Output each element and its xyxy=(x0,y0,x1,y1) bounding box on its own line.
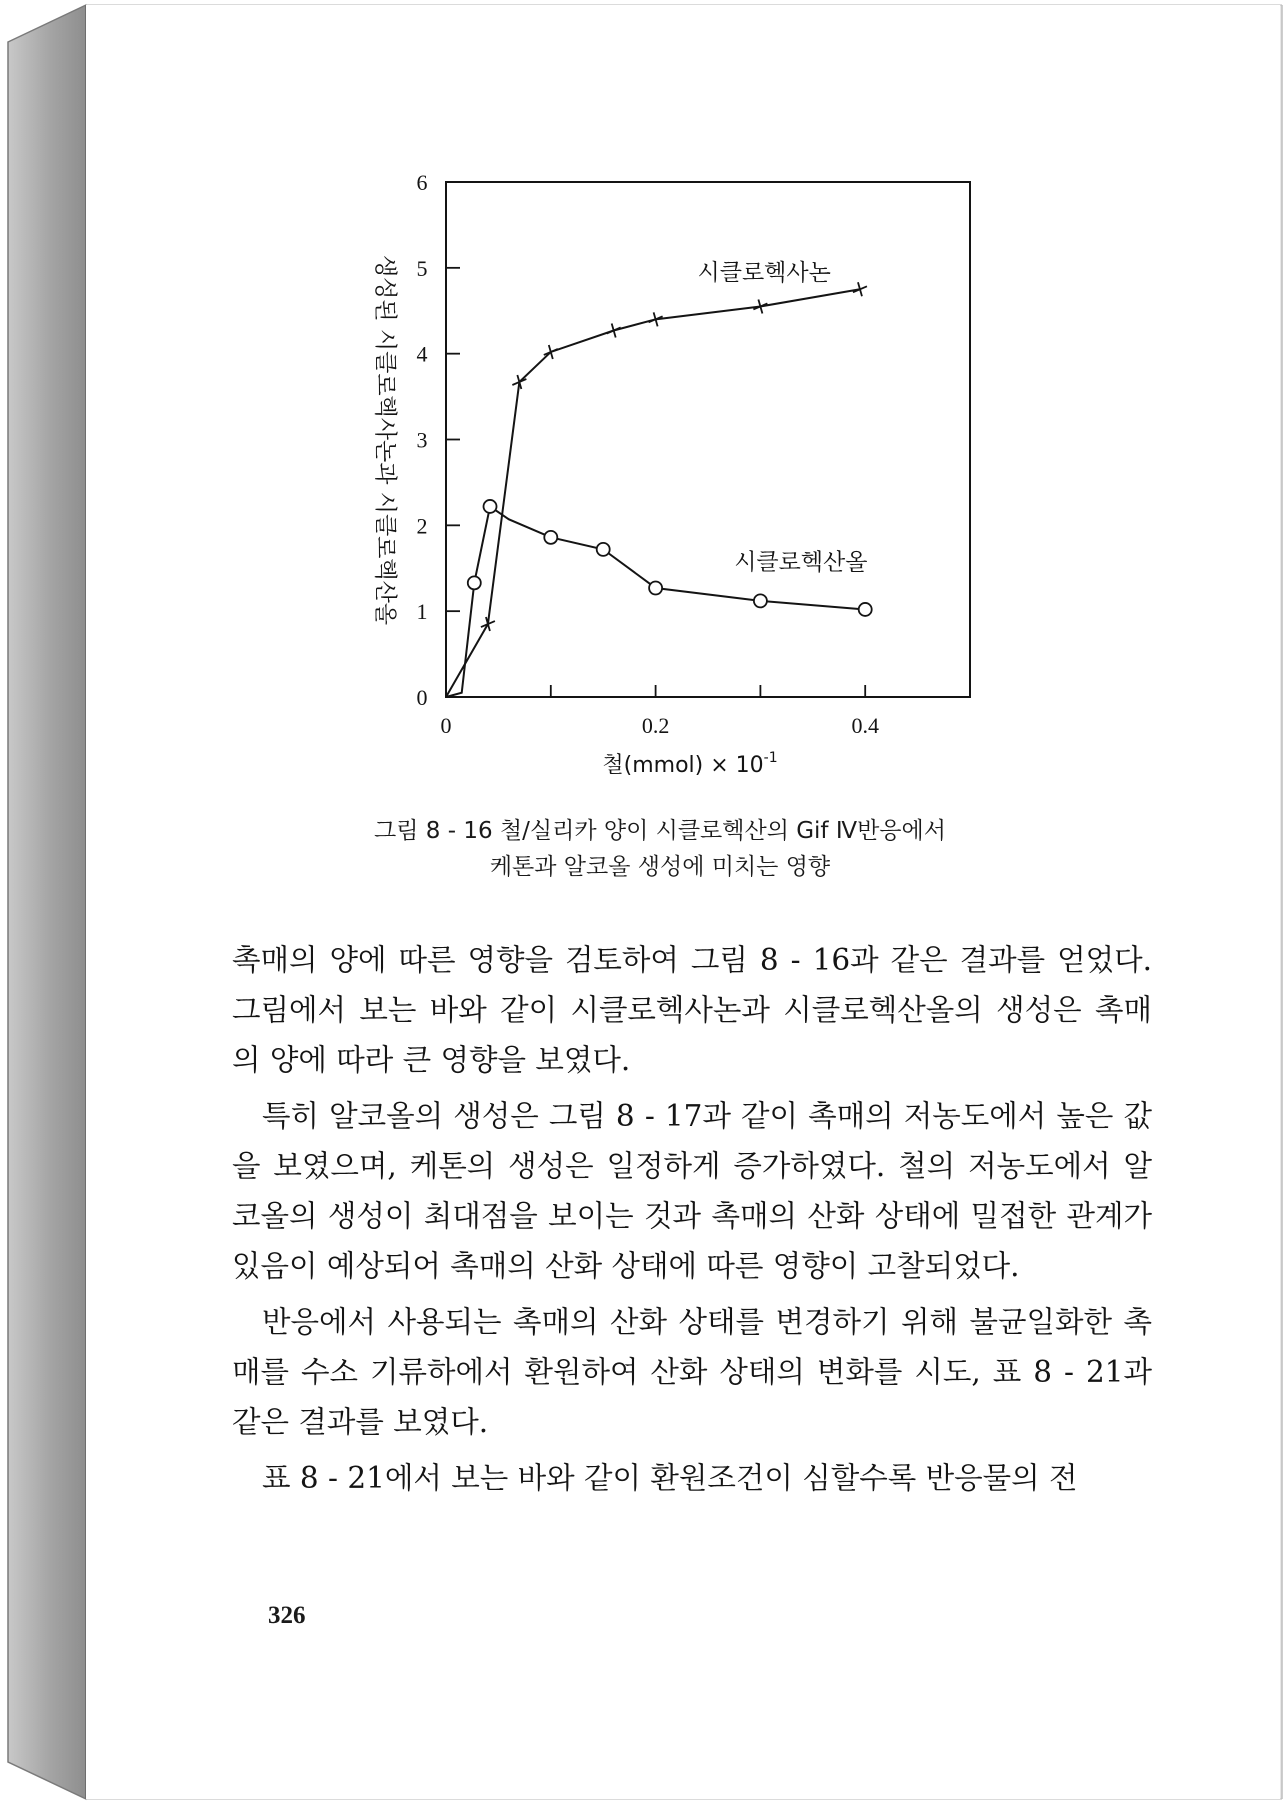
data-point-circle xyxy=(468,576,481,589)
data-point-circle xyxy=(754,594,767,607)
y-tick-label: 4 xyxy=(416,341,428,367)
x-tick-label: 0 xyxy=(440,713,452,738)
x-axis-label: 철(mmol) × $10^{-1}$ xyxy=(602,750,778,778)
data-point-cross xyxy=(607,323,621,337)
y-tick-label: 1 xyxy=(416,599,428,625)
x-tick-label: 0.2 xyxy=(641,713,670,738)
series-line-2 xyxy=(446,506,868,697)
series-label-1: 시클로헥사논 xyxy=(697,260,831,287)
data-point-circle xyxy=(597,543,610,556)
paragraph-2: 특히 알코올의 생성은 그림 8 - 17과 같이 촉매의 저농도에서 높은 값을 보였으며, 케톤의 생성은 일정하게 증가하였다. 철의 저농도에서 알코올의 생성이 최대점을 보이는 것과 촉매의 산화 상태에 밀접한 관계가 있음이 예상되어 촉매의 산화 상태에 따른 영향이 고찰되었다. xyxy=(232,1099,1152,1283)
data-point-circle xyxy=(484,500,497,513)
paragraph-1: 촉매의 양에 따른 영향을 검토하여 그림 8 - 16과 같은 결과를 얻었다. 그림에서 보는 바와 같이 시클로헥사논과 시클로헥산올의 생성은 촉매의 양에 따라 큰 영향을 보였다. xyxy=(232,943,1152,1077)
y-tick-label: 0 xyxy=(416,685,428,710)
data-point-circle xyxy=(544,531,557,544)
data-point-circle xyxy=(649,581,662,594)
x-tick-label: 0.4 xyxy=(851,713,879,738)
page-number: 326 xyxy=(268,1602,306,1629)
body-text xyxy=(232,935,1152,1509)
figure-chart xyxy=(0,0,1287,800)
data-point-circle xyxy=(859,603,872,616)
y-tick-label: 5 xyxy=(416,255,428,281)
series-line-1 xyxy=(446,289,860,697)
y-tick-label: 3 xyxy=(416,427,428,453)
y-tick-label: 2 xyxy=(416,513,428,539)
figure-caption-line1: 그림 8 - 16 철/실리카 양이 시클로헥산의 Gif Ⅳ반응에서 xyxy=(374,818,946,844)
paragraph-3: 반응에서 사용되는 촉매의 산화 상태를 변경하기 위해 불균일화한 촉매를 수소 기류하에서 환원하여 산화 상태의 변화를 시도, 표 8 - 21과 같은 결과를 보였다. xyxy=(232,1305,1152,1439)
series-label-2: 시클로헥산올 xyxy=(734,549,868,576)
y-tick-label: 6 xyxy=(416,170,428,195)
y-axis-label: 생성된 시클로헥사논과 시클로헥산올 xyxy=(372,254,398,626)
paragraph-4: 표 8 - 21에서 보는 바와 같이 환원조건이 심할수록 반응물의 전 xyxy=(262,1461,1078,1495)
figure-caption-line2: 케톤과 알코올 생성에 미치는 영향 xyxy=(489,854,831,880)
